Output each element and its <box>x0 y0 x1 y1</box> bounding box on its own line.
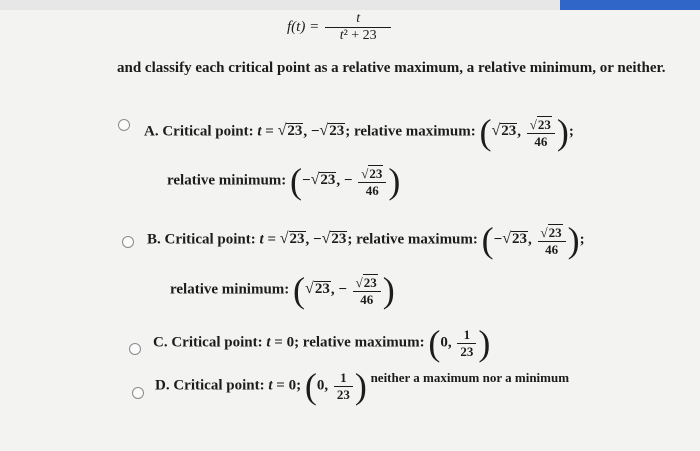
option-a-radio[interactable] <box>118 119 130 131</box>
option-a-line1: A. Critical point: t = √23, −√23; relative maximum: (√23, $\frac{√23}{46}$ ); <box>144 112 574 152</box>
top-bar <box>0 0 700 10</box>
option-b-radio[interactable] <box>122 236 134 248</box>
option-b-line2: relative minimum: (√23, − $\frac{√23}{46}$ ) <box>170 270 395 310</box>
function-fraction <box>325 12 391 43</box>
option-a-line2: relative minimum: (−√23, − $\frac{√23}{46}$ ) <box>167 161 401 201</box>
option-b-letter: B. <box>147 231 161 248</box>
option-d-line1: D. Critical point: t = 0; (0, $\frac{1}{23}$ ) neither a maximum nor a minimum <box>155 366 570 406</box>
function-numerator: t <box>356 11 361 26</box>
option-d-tail: neither a maximum nor a minimum <box>370 370 570 385</box>
instruction-text: and classify each critical point as a relative maximum, a relative minimum, or neither. <box>117 60 666 76</box>
option-d-letter: D. <box>155 377 170 394</box>
option-c-radio[interactable] <box>129 343 141 355</box>
top-bar-accent <box>560 0 700 10</box>
function-definition <box>287 12 393 43</box>
option-d-radio[interactable] <box>132 387 144 399</box>
option-b-line1: B. Critical point: t = √23, −√23; relative maximum: (−√23, $\frac{√23}{46}$ ); <box>147 220 585 260</box>
function-lhs: f(t) = <box>287 19 320 35</box>
option-c-line1: C. Critical point: t = 0; relative maximum: (0, $\frac{1}{23}$ ) <box>153 323 491 363</box>
function-denominator: t² + 23 <box>325 27 391 43</box>
option-a-letter: A. <box>144 123 159 140</box>
option-c-letter: C. <box>153 334 168 351</box>
